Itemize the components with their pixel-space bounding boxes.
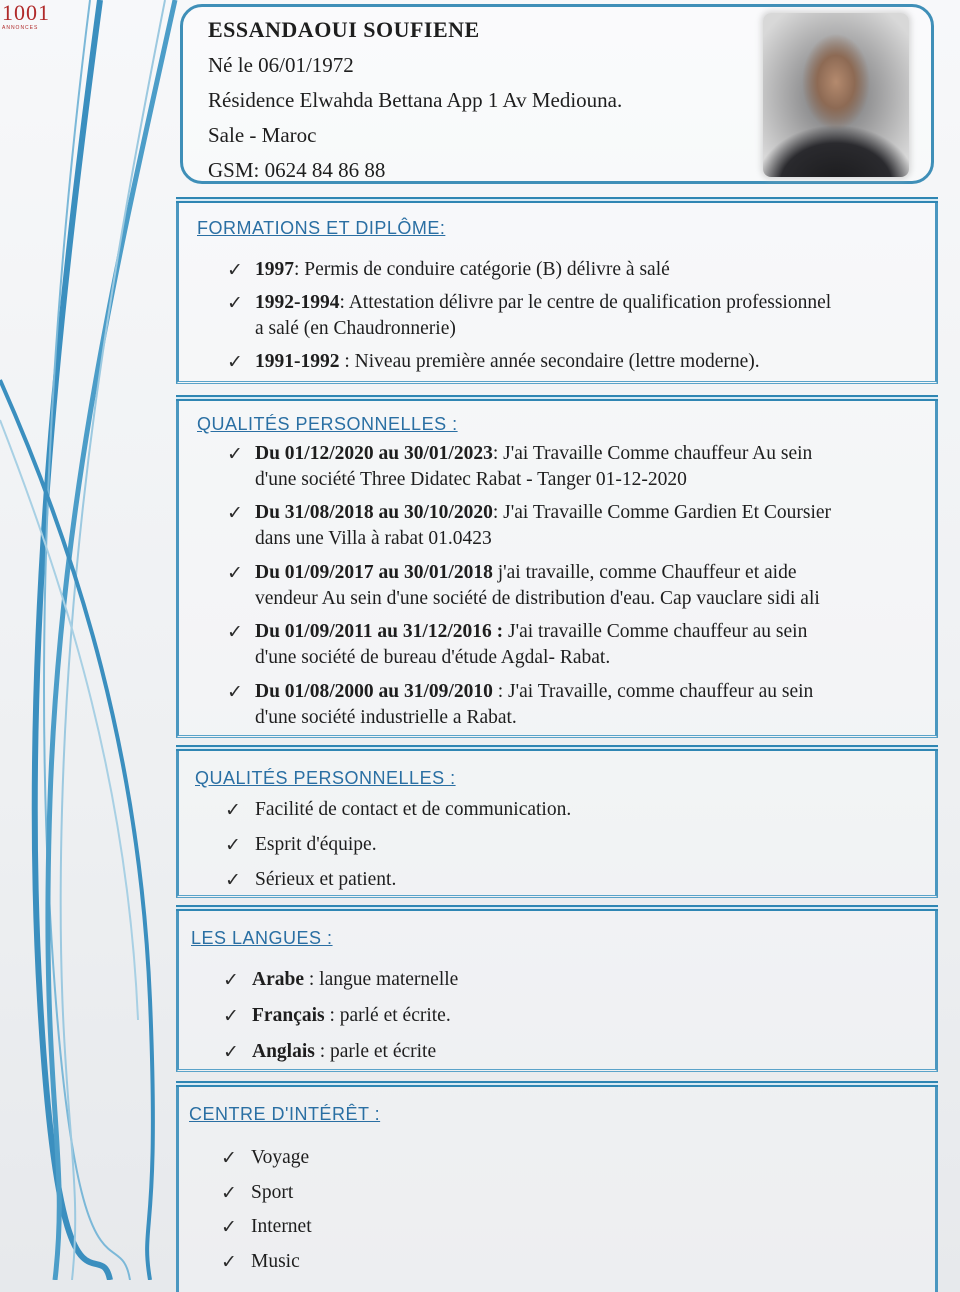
section-title-formations: FORMATIONS ET DIPLÔME: [197, 218, 446, 238]
phone: GSM: 0624 84 86 88 [208, 158, 386, 182]
section-title-langues: LES LANGUES : [191, 928, 333, 948]
check-icon: ✓ [227, 292, 243, 314]
quality-item: Sérieux et patient. [255, 869, 397, 890]
check-icon: ✓ [227, 502, 243, 524]
section-formations [176, 198, 938, 384]
formation-item: 1997: Permis de conduire catégorie (B) délivre à salé [255, 259, 670, 280]
decorative-curves [0, 0, 190, 1280]
check-icon: ✓ [223, 1041, 239, 1063]
city: Sale - Maroc [208, 123, 317, 147]
formation-item-continued: a salé (en Chaudronnerie) [255, 318, 456, 339]
experience-item-continued: d'une société industrielle a Rabat. [255, 707, 517, 728]
experience-item-continued: d'une société de bureau d'étude Agdal- Rabat. [255, 647, 611, 668]
section-langues [176, 906, 938, 1072]
check-icon: ✓ [223, 969, 239, 991]
address: Résidence Elwahda Bettana App 1 Av Mediouna. [208, 88, 623, 112]
section-title-experience: QUALITÉS PERSONNELLES : [197, 414, 458, 434]
experience-item-continued: dans une Villa à rabat 01.0423 [255, 528, 492, 549]
experience-item: Du 01/08/2000 au 31/09/2010 : J'ai Travaille, comme chauffeur au sein [255, 681, 814, 702]
language-item: Arabe : langue maternelle [252, 969, 459, 990]
interest-item: Voyage [251, 1147, 310, 1168]
section-title-qualites: QUALITÉS PERSONNELLES : [195, 768, 456, 788]
experience-item: Du 01/09/2017 au 30/01/2018 j'ai travaille, comme Chauffeur et aide [255, 562, 797, 583]
header-box [180, 4, 934, 184]
formation-item: 1992-1994: Attestation délivre par le centre de qualification professionnel [255, 292, 832, 313]
candidate-name: ESSANDAOUI SOUFIENE [208, 17, 480, 42]
experience-item-continued: vendeur Au sein d'une société de distribution d'eau. Cap vauclare sidi ali [255, 588, 820, 609]
check-icon: ✓ [221, 1147, 237, 1169]
interest-item: Internet [251, 1216, 312, 1237]
check-icon: ✓ [227, 621, 243, 643]
check-icon: ✓ [221, 1251, 237, 1273]
check-icon: ✓ [225, 869, 241, 891]
check-icon: ✓ [227, 681, 243, 703]
interest-item: Music [251, 1251, 300, 1272]
check-icon: ✓ [227, 259, 243, 281]
check-icon: ✓ [225, 799, 241, 821]
interest-item: Sport [251, 1182, 294, 1203]
experience-item: Du 31/08/2018 au 30/10/2020: J'ai Travaille Comme Gardien Et Coursier [255, 502, 832, 523]
check-icon: ✓ [227, 351, 243, 373]
check-icon: ✓ [223, 1005, 239, 1027]
section-interets [176, 1082, 938, 1292]
language-item: Français : parlé et écrite. [252, 1005, 451, 1026]
watermark-subtext: ANNONCES [2, 25, 39, 31]
check-icon: ✓ [221, 1216, 237, 1238]
experience-item: Du 01/12/2020 au 30/01/2023: J'ai Travaille Comme chauffeur Au sein [255, 443, 813, 464]
section-experience [176, 396, 938, 738]
check-icon: ✓ [227, 443, 243, 465]
experience-item: Du 01/09/2011 au 31/12/2016 : J'ai travaille Comme chauffeur au sein [255, 621, 808, 642]
section-qualites [176, 746, 938, 898]
language-item: Anglais : parle et écrite [252, 1041, 437, 1062]
experience-item-continued: d'une société Three Didatec Rabat - Tanger 01-12-2020 [255, 469, 687, 490]
birth-date: Né le 06/01/1972 [208, 53, 354, 77]
section-title-interets: CENTRE D'INTÉRÊT : [189, 1104, 381, 1124]
quality-item: Facilité de contact et de communication. [255, 799, 572, 820]
formation-item: 1991-1992 : Niveau première année secondaire (lettre moderne). [255, 351, 760, 372]
watermark-logo: 1001 [2, 0, 50, 25]
check-icon: ✓ [225, 834, 241, 856]
check-icon: ✓ [227, 562, 243, 584]
profile-photo [763, 13, 909, 177]
check-icon: ✓ [221, 1182, 237, 1204]
quality-item: Esprit d'équipe. [255, 834, 377, 855]
